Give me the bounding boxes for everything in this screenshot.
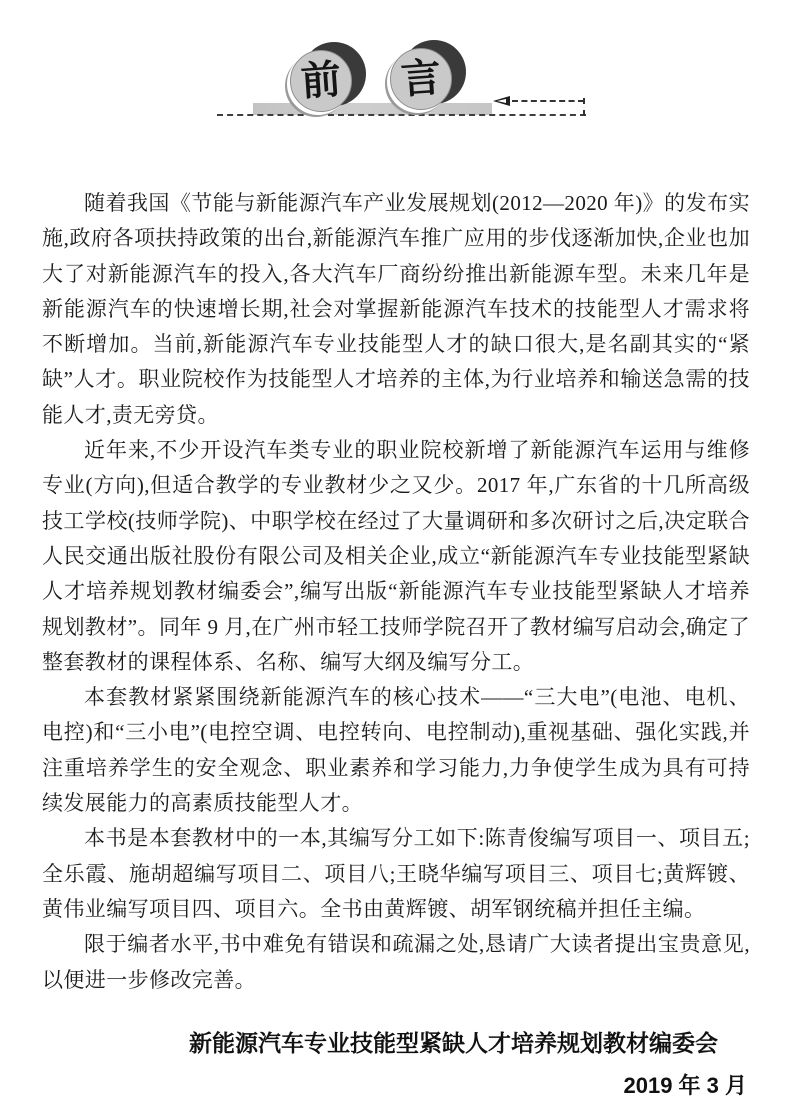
arrow-dashed-drop: [583, 98, 585, 116]
preface-body: [42, 186, 750, 1100]
left-arrow-notch: [497, 99, 506, 103]
arrow-dashed-tail: [512, 100, 584, 102]
seal-char-qian: 前: [299, 56, 343, 105]
seal-face: [390, 48, 452, 110]
paragraph: 本套教材紧紧围绕新能源汽车的核心技术——“三大电”(电池、电机、电控)和“三小电”(电控空调、电控转向、电控制动),重视基础、强化实践,并注重培养学生的安全观念、职业素养和学习能力,力争使学生成为具有可持续发展能力的高素质技能型人才。: [42, 685, 750, 816]
signature-line: 新能源汽车专业技能型紧缺人才培养规划教材编委会: [189, 1029, 718, 1056]
seal-char-yan: 言: [399, 54, 443, 103]
date-line: 2019 年 3 月: [623, 1072, 747, 1098]
seal-yan: [388, 40, 466, 110]
header-dashed-line: [217, 114, 586, 116]
paragraph: 近年来,不少开设汽车类专业的职业院校新增了新能源汽车运用与维修专业(方向),但适合教学的专业教材少之又少。2017 年,广东省的十几所高级技工学校(技师学院)、中职学校在经过了大量调研和多次研讨之后,决定联合人民交通出版社股份有限公司及相关企业,成立“新能源汽车专业技能型紧缺人才培养规划教材编委会”,编写出版“新能源汽车专业技能型紧缺人才培养规划教材”。同年 9 月,在广州市轻工技师学院召开了教材编写启动会,确定了整套教材的课程体系、名称、编写大纲及编写分工。: [42, 438, 750, 674]
paragraph: 限于编者水平,书中难免有错误和疏漏之处,恳请广大读者提出宝贵意见,以便进一步修改完善。: [42, 932, 750, 992]
paragraph: 本书是本套教材中的一本,其编写分工如下:陈青俊编写项目一、项目五;全乐霞、施胡超编写项目二、项目八;王晓华编写项目三、项目七;黄辉镀、黄伟业编写项目四、项目六。全书由黄辉镀、胡军钢统稿并担任主编。: [42, 826, 750, 921]
header-banner: [0, 0, 790, 150]
paragraph: 随着我国《节能与新能源汽车产业发展规划(2012—2020 年)》的发布实施,政府各项扶持政策的出台,新能源汽车推广应用的步伐逐渐加快,企业也加大了对新能源汽车的投入,各大汽车厂商纷纷推出新能源车型。未来几年是新能源汽车的快速增长期,社会对掌握新能源汽车技术的技能型人才需求将不断增加。当前,新能源汽车专业技能型人才的缺口很大,是名副其实的“紧缺”人才。职业院校作为技能型人才培养的主体,为行业培养和输送急需的技能人才,责无旁贷。: [42, 191, 750, 427]
seal-qian: [288, 42, 366, 112]
seal-face: [290, 50, 352, 112]
